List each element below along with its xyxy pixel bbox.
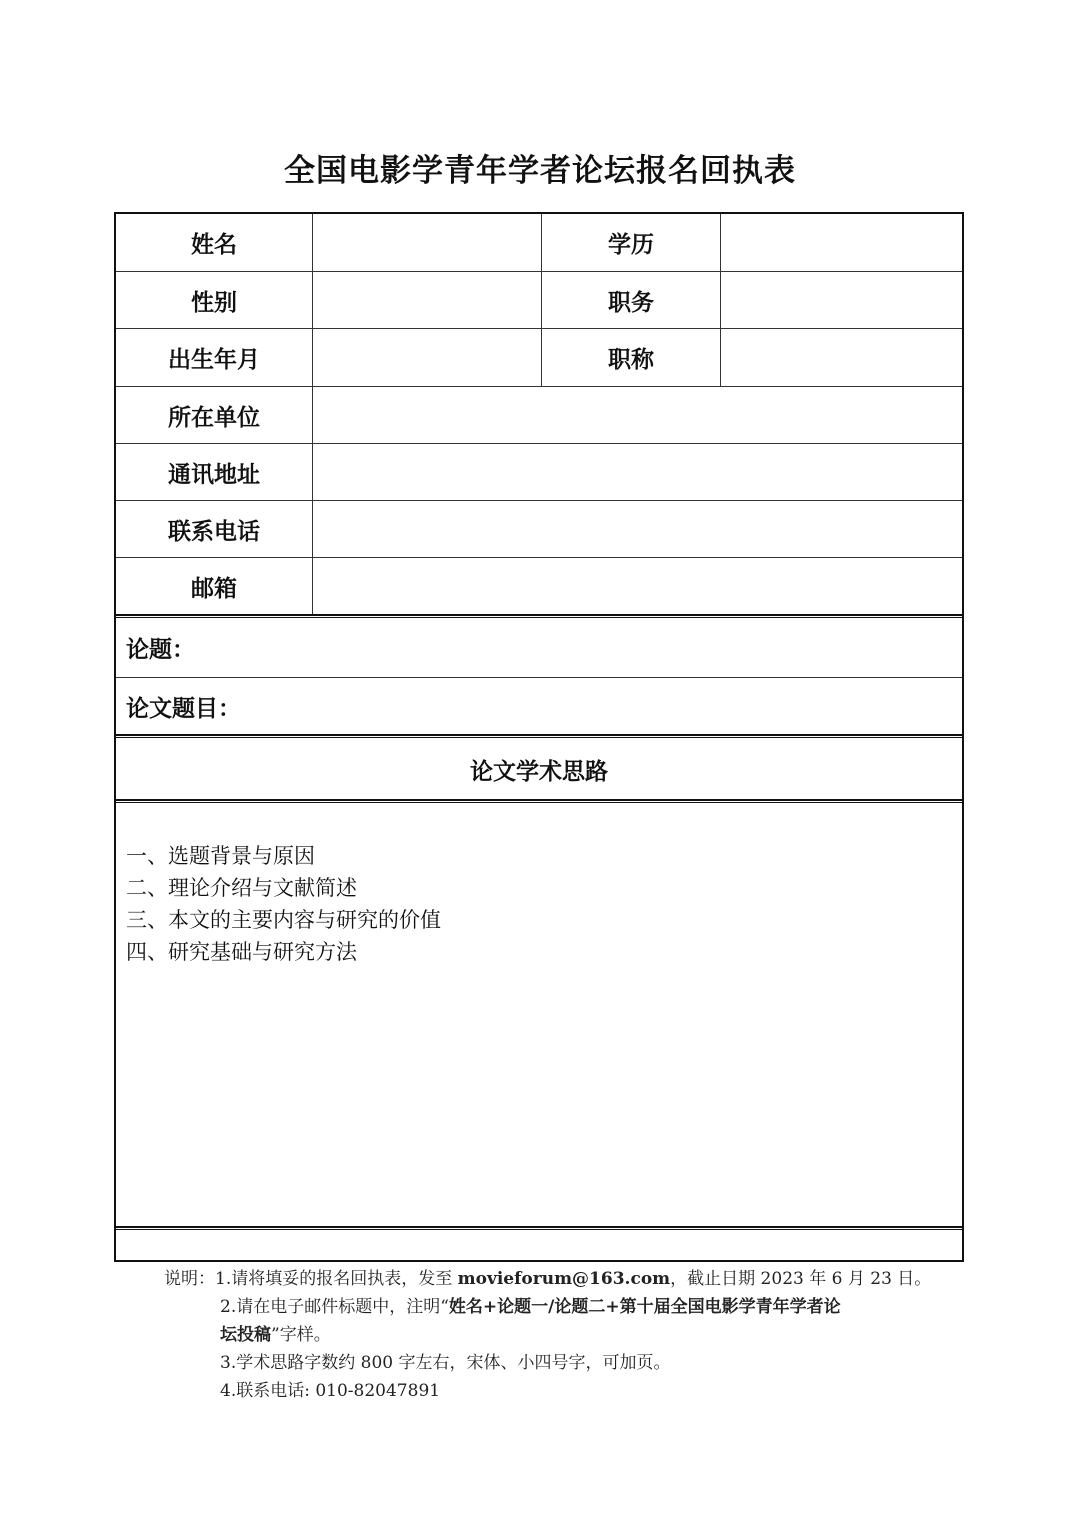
column-divider <box>541 214 542 386</box>
label-gender: 性别 <box>191 289 237 316</box>
label-position: 职务 <box>608 289 654 316</box>
notes <box>164 1265 964 1405</box>
position-field[interactable] <box>721 272 962 328</box>
contact-email: movieforum@163.com <box>457 1269 671 1289</box>
outline-item: 四、研究基础与研究方法 <box>126 940 357 964</box>
page-title: 全国电影学青年学者论坛报名回执表 <box>284 153 796 189</box>
label-education: 学历 <box>608 232 654 258</box>
section-divider <box>116 614 962 618</box>
birth-field[interactable] <box>313 329 541 386</box>
topic-field[interactable] <box>216 619 962 675</box>
note-2-cont <box>164 1321 964 1349</box>
name-field[interactable] <box>313 214 541 271</box>
note-1-prefix: 说明：1.请将填妥的报名回执表，发至 <box>164 1269 458 1289</box>
registration-form <box>114 212 964 1262</box>
phone-field[interactable] <box>313 501 962 557</box>
note-4: 4.联系电话: 010-82047891 <box>220 1381 441 1401</box>
academic-outline <box>126 840 441 968</box>
unit-field[interactable] <box>313 387 962 443</box>
note-1 <box>164 1265 964 1293</box>
paper-title-field[interactable] <box>246 678 962 734</box>
education-field[interactable] <box>721 214 962 271</box>
outline-item: 一、选题背景与原因 <box>126 844 315 868</box>
label-name: 姓名 <box>191 232 237 258</box>
topic-label: 论题： <box>126 636 195 663</box>
outline-item: 三、本文的主要内容与研究的价值 <box>126 908 441 932</box>
note-2 <box>164 1293 964 1321</box>
section-divider <box>116 734 962 738</box>
outline-item: 二、理论介绍与文献简述 <box>126 876 357 900</box>
note-3: 3.学术思路字数约 800 字左右，宋体、小四号字，可加页。 <box>220 1353 671 1373</box>
label-phone: 联系电话 <box>168 518 260 545</box>
address-field[interactable] <box>313 444 962 500</box>
column-divider <box>720 214 721 386</box>
paper-title-label: 论文题目： <box>126 695 241 722</box>
label-title: 职称 <box>608 347 654 373</box>
note-2-subject-b: 坛投稿 <box>220 1325 271 1345</box>
note-2-prefix: 2.请在电子邮件标题中，注明“ <box>220 1297 449 1317</box>
title-field[interactable] <box>721 329 962 386</box>
label-address: 通讯地址 <box>168 461 260 488</box>
section-divider <box>116 1226 962 1230</box>
label-email: 邮箱 <box>191 575 237 602</box>
label-birth: 出生年月 <box>168 347 260 373</box>
email-field[interactable] <box>313 558 962 614</box>
label-unit: 所在单位 <box>168 404 260 431</box>
section-divider <box>116 799 962 803</box>
academic-heading: 论文学术思路 <box>470 758 608 785</box>
note-1-suffix: ，截止日期 2023 年 6 月 23 日。 <box>670 1269 932 1289</box>
gender-field[interactable] <box>313 272 541 328</box>
column-divider <box>312 214 313 614</box>
note-2-suffix: ”字样。 <box>271 1325 331 1345</box>
note-2-subject-a: 姓名+论题一/论题二+第十届全国电影学青年学者论 <box>448 1297 841 1317</box>
